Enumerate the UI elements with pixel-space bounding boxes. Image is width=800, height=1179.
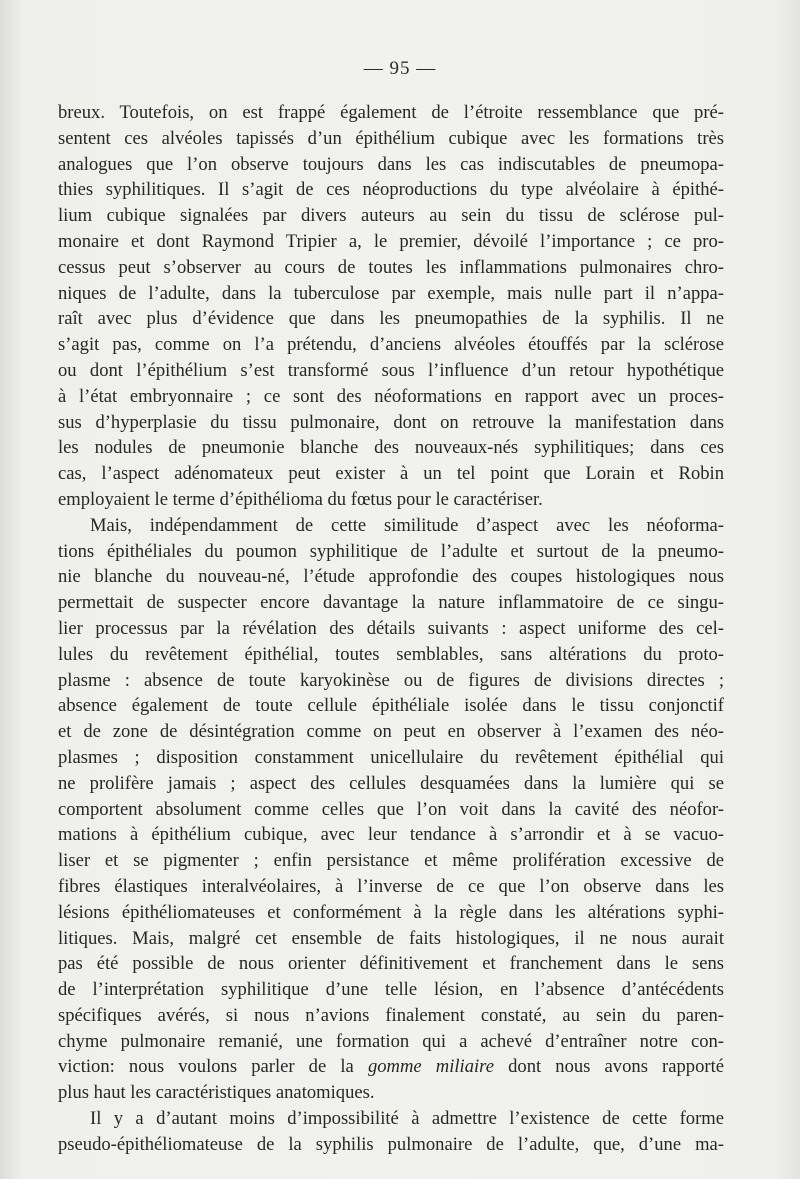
text-line: lier processus par la révélation des détails suivants : aspect uniforme des cel- bbox=[58, 617, 724, 639]
text-line: nie blanche du nouveau-né, l’étude approfondie des coupes histologiques nous bbox=[58, 566, 724, 588]
text-line-with-italic bbox=[58, 1054, 724, 1080]
text-line: Il y a d’autant moins d’impossibilité à admettre l’existence de cette forme bbox=[90, 1108, 724, 1130]
text-line: analogues que l’on observe toujours dans les cas indiscutables de pneumopa- bbox=[58, 153, 724, 175]
text-line: tions épithéliales du poumon syphilitique de l’adulte et surtout de la pneumo- bbox=[58, 540, 724, 562]
text-line: à l’état embryonnaire ; ce sont des néoformations en rapport avec un proces- bbox=[58, 385, 724, 407]
text-line: mations à épithélium cubique, avec leur tendance à s’arrondir et à se vacuo- bbox=[58, 824, 724, 846]
text-line: fibres élastiques interalvéolaires, à l’inverse de ce que l’on observe dans les bbox=[58, 875, 724, 897]
page-number: — 95 — bbox=[363, 58, 437, 79]
text-line: cessus peut s’observer au cours de toutes les inflammations pulmonaires chro- bbox=[58, 256, 724, 278]
text-line-start: viction: nous voulons parler de la bbox=[58, 1056, 354, 1078]
text-line: s’agit pas, comme on l’a prétendu, d’anciens alvéoles étouffés par la sclérose bbox=[58, 334, 724, 356]
text-line: cas, l’aspect adénomateux peut exister à un tel point que Lorain et Robin bbox=[58, 463, 724, 485]
text-line-end: dont nous avons rapporté bbox=[508, 1056, 725, 1078]
text-line: pas été possible de nous orienter définitivement et franchement dans le sens bbox=[58, 953, 724, 975]
text-line: et de zone de désintégration comme on peut en observer à l’examen des néo- bbox=[58, 721, 724, 743]
text-line: chyme pulmonaire remanié, une formation qui a achevé d’entraîner notre con- bbox=[58, 1030, 724, 1052]
text-line: sus d’hyperplasie du tissu pulmonaire, dont on retrouve la manifestation dans bbox=[58, 411, 724, 433]
text-line: plasme : absence de toute karyokinèse ou de figures de divisions directes ; bbox=[58, 669, 724, 691]
text-line: liser et se pigmenter ; enfin persistance et même prolifération excessive de bbox=[58, 850, 724, 872]
text-line: plasmes ; disposition constamment unicellulaire du revêtement épithélial qui bbox=[58, 746, 724, 768]
text-line: comportent absolument comme celles que l’on voit dans la cavité des néofor- bbox=[58, 798, 724, 820]
text-line: spécifiques avérés, si nous n’avions finalement constaté, au sein du paren- bbox=[58, 1004, 724, 1026]
text-line: niques de l’adulte, dans la tuberculose par exemple, mais nulle part il n’appa- bbox=[58, 282, 724, 304]
text-line: ou dont l’épithélium s’est transformé sous l’influence d’un retour hypothétique bbox=[58, 359, 724, 381]
text-line: sentent ces alvéoles tapissés d’un épithélium cubique avec les formations très bbox=[58, 127, 724, 149]
text-line: les nodules de pneumonie blanche des nouveaux-nés syphilitiques; dans ces bbox=[58, 437, 724, 459]
text-line: plus haut les caractéristiques anatomiques. bbox=[58, 1082, 375, 1104]
text-line: ne prolifère jamais ; aspect des cellules desquamées dans la lumière qui se bbox=[58, 772, 724, 794]
text-line: permettait de suspecter encore davantage la nature inflammatoire de ce singu- bbox=[58, 592, 724, 614]
text-line: lules du revêtement épithélial, toutes semblables, sans altérations du proto- bbox=[58, 643, 724, 665]
text-line: pseudo-épithéliomateuse de la syphilis pulmonaire de l’adulte, que, d’une ma- bbox=[58, 1133, 724, 1155]
text-line: absence également de toute cellule épithéliale isolée dans le tissu conjonctif bbox=[58, 695, 724, 717]
text-line: raît avec plus d’évidence que dans les pneumopathies de la syphilis. Il ne bbox=[58, 308, 724, 330]
body-text bbox=[58, 100, 724, 1158]
italic-term-gomme-miliaire: gomme miliaire bbox=[367, 1056, 494, 1078]
text-line: lésions épithéliomateuses et conformément à la règle dans les altérations syphi- bbox=[58, 901, 724, 923]
text-line: breux. Toutefois, on est frappé également de l’étroite ressemblance que pré- bbox=[58, 102, 724, 123]
text-line: lium cubique signalées par divers auteurs au sein du tissu de sclérose pul- bbox=[58, 205, 724, 227]
text-line: employaient le terme d’épithélioma du fœtus pour le caractériser. bbox=[58, 488, 543, 510]
text-line: Mais, indépendamment de cette similitude d’aspect avec les néoforma- bbox=[90, 514, 724, 536]
text-line: thies syphilitiques. Il s’agit de ces néoproductions du type alvéolaire à épithé- bbox=[58, 179, 724, 201]
text-line: de l’interprétation syphilitique d’une telle lésion, en l’absence d’antécédents bbox=[58, 979, 724, 1001]
text-line: litiques. Mais, malgré cet ensemble de faits histologiques, il ne nous aurait bbox=[58, 927, 724, 949]
text-line: monaire et dont Raymond Tripier a, le premier, dévoilé l’importance ; ce pro- bbox=[58, 230, 724, 252]
